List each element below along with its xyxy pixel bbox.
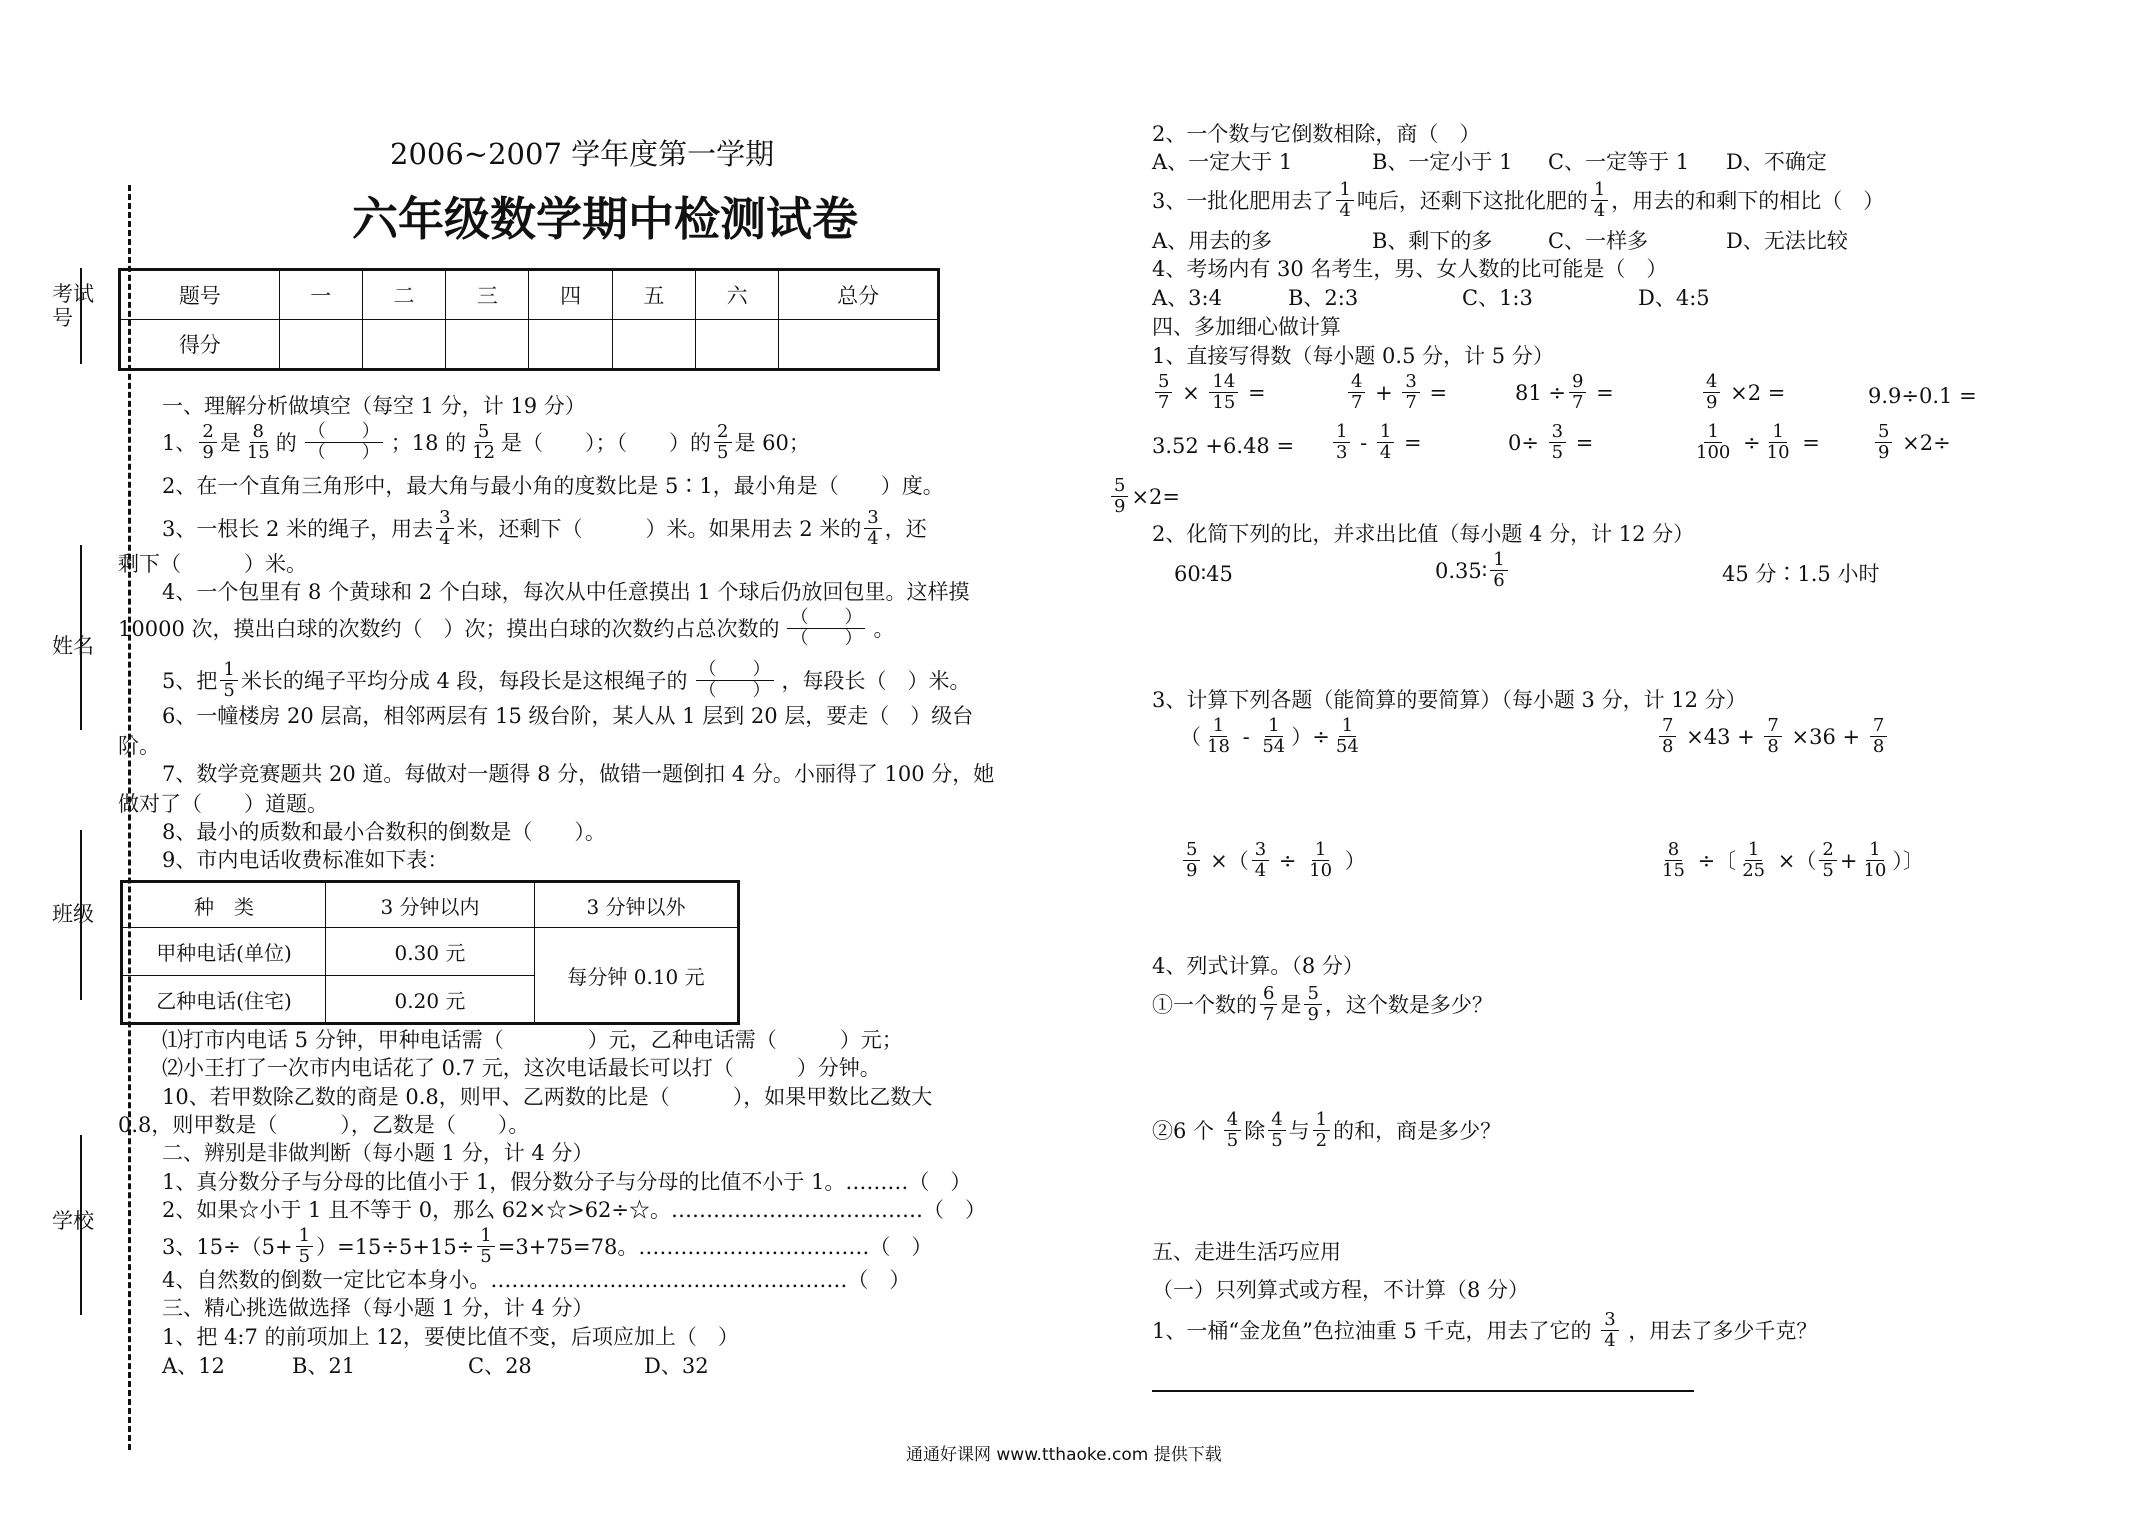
s3-q1: 1、把 4:7 的前项加上 12，要使比值不变，后项应加上（ ） [162, 1325, 739, 1349]
calc-item: 0÷ $\frac{3}{5}$ = [1508, 421, 1594, 463]
name-label: 姓名 [52, 634, 94, 658]
fee-value: 0.30 元 [326, 928, 535, 976]
s3-q2-option: A、一定大于 1 [1152, 150, 1293, 174]
s2-q1: 1、真分数分子与分母的比值小于 1，假分数分子与分母的比值不小于 1。………（ ） [162, 1170, 972, 1194]
section4-title: 四、多加细心做计算 [1152, 315, 1341, 339]
s3-q3-option: B、剩下的多 [1372, 229, 1493, 253]
s3-q3-option: C、一样多 [1548, 229, 1649, 253]
fee-row-label: 甲种电话(单位) [122, 928, 326, 976]
calc-item-cont: $\frac{5}{9}$ ×2= [1108, 476, 1180, 517]
score-cell[interactable] [279, 320, 362, 370]
s1-q3: 3、一根长 2 米的绳子，用去 $\frac{3}{4}$ 米，还剩下（ ）米。如果用去 2 米的 $\frac{3}{4}$ ，还 [162, 507, 927, 549]
s3-q4-option: C、1:3 [1462, 286, 1533, 310]
footer-credit: 通通好课网 www.tthaoke.com 提供下载 [906, 1445, 1222, 1465]
section5-subtitle: （一）只列算式或方程，不计算（8 分） [1152, 1278, 1530, 1302]
score-row-label: 得分 [120, 320, 280, 370]
ratio-item: 45 分∶1.5 小时 [1722, 562, 1880, 586]
score-header: 题号 [120, 270, 280, 320]
s3-q1-option: D、32 [644, 1354, 709, 1378]
s1-q3-cont: 剩下（ ）米。 [118, 552, 307, 576]
score-cell[interactable] [446, 320, 529, 370]
s1-q2: 2、在一个直角三角形中，最大角与最小角的度数比是 5∶1，最小角是（ ）度。 [162, 474, 944, 498]
s2-q3: 3、15÷（5+ $\frac{1}{5}$ ）=15÷5+15÷ $\frac{1}{5}$ =3+75=78。……………………………（ ） [162, 1225, 933, 1267]
calc-item: 9.9÷0.1 = [1868, 384, 1977, 408]
fee-table [120, 880, 740, 1025]
calc-item: $\frac{5}{9}$ ×2÷ [1872, 422, 1951, 463]
s1-q9-a: ⑴打市内电话 5 分钟，甲种电话需（ ）元，乙种电话需（ ）元； [162, 1028, 903, 1052]
section3-title: 三、精心挑选做选择（每小题 1 分，计 4 分） [162, 1296, 594, 1320]
calc-item: $\frac{4}{9}$ ×2 = [1700, 372, 1785, 413]
s3-q2-option: C、一定等于 1 [1548, 150, 1690, 174]
score-header: 一 [279, 270, 362, 320]
word-calc-2: ②6 个 $\frac{4}{5}$ 除 $\frac{4}{5}$ 与 $\frac{1}{2}$ 的和，商是多少？ [1152, 1109, 1502, 1151]
s3-q3-option: D、无法比较 [1726, 229, 1848, 253]
school-label: 学校 [52, 1209, 94, 1233]
section5-title: 五、走进生活巧应用 [1152, 1240, 1341, 1264]
fee-row-label: 乙种电话(住宅) [122, 976, 326, 1024]
s3-q4: 4、考场内有 30 名考生，男、女人数的比可能是（ ） [1152, 257, 1668, 281]
s1-q4: 4、一个包里有 8 个黄球和 2 个白球，每次从中任意摸出 1 个球后仍放回包里。这样摸 [162, 580, 970, 604]
s1-q7: 7、数学竞赛题共 20 道。每做对一题得 8 分，做错一题倒扣 4 分。小丽得了 100 分，她 [162, 762, 995, 786]
s4-part3-title: 3、计算下列各题（能简算的要简算）（每小题 3 分，计 12 分） [1152, 688, 1747, 712]
score-header: 二 [362, 270, 445, 320]
s4-part4-title: 4、列式计算。（8 分） [1152, 954, 1364, 978]
s1-q10-cont: 0.8，则甲数是（ ），乙数是（ ）。 [118, 1113, 530, 1137]
s3-q1-option: C、28 [468, 1354, 532, 1378]
s1-q7-cont: 做对了（ ）道题。 [118, 792, 328, 816]
answer-line[interactable] [1152, 1390, 1694, 1392]
s3-q2-option: D、不确定 [1726, 150, 1827, 174]
s1-q6-cont: 阶。 [118, 734, 160, 758]
compute-item: $\frac{5}{9}$ ×（ $\frac{3}{4}$ ÷ $\frac{1}{10}$ ） [1180, 840, 1366, 881]
s4-part2-title: 2、化简下列的比，并求出比值（每小题 4 分，计 12 分） [1152, 522, 1695, 546]
score-cell[interactable] [779, 320, 939, 370]
calc-item: $\frac{5}{7}$ × $\frac{14}{15}$ = [1152, 372, 1266, 413]
compute-item: $\frac{8}{15}$ ÷〔 $\frac{1}{25}$ ×（ $\frac{2}{5}$ + $\frac{1}{10}$ ）〕 [1662, 839, 1924, 881]
score-cell[interactable] [362, 320, 445, 370]
score-header: 总分 [779, 270, 939, 320]
score-cell[interactable] [696, 320, 779, 370]
s2-q4: 4、自然数的倒数一定比它本身小。……………………………………………（ ） [162, 1268, 911, 1292]
ratio-item: 0.35∶ $\frac{1}{6}$ [1435, 550, 1511, 591]
score-cell[interactable] [529, 320, 612, 370]
ratio-item: 60∶45 [1174, 562, 1233, 586]
section1-title: 一、理解分析做填空（每空 1 分，计 19 分） [162, 394, 586, 418]
fee-header: 3 分钟以内 [326, 882, 535, 928]
page-title: 六年级数学期中检测试卷 [352, 192, 858, 246]
s3-q2-option: B、一定小于 1 [1372, 150, 1513, 174]
s3-q1-option: A、12 [162, 1354, 225, 1378]
s3-q3: 3、一批化肥用去了 $\frac{1}{4}$ 吨后，还剩下这批化肥的 $\frac{1}{4}$ ，用去的和剩下的相比（ ） [1152, 179, 1885, 221]
s3-q4-option: B、2:3 [1288, 286, 1359, 310]
s1-q8: 8、最小的质数和最小合数积的倒数是（ ）。 [162, 820, 606, 844]
compute-item: （ $\frac{1}{18}$ - $\frac{1}{54}$ ）÷ $\frac{1}{54}$ [1180, 715, 1359, 757]
s3-q4-option: A、3:4 [1152, 286, 1222, 310]
compute-item: $\frac{7}{8}$ ×43 + $\frac{7}{8}$ ×36 + $\frac{7}{8}$ [1656, 716, 1890, 757]
calc-item: 3.52 +6.48 = [1152, 434, 1295, 458]
calc-item: $\frac{1}{100}$ ÷ $\frac{1}{10}$ = [1696, 421, 1820, 463]
fee-value: 0.20 元 [326, 976, 535, 1024]
score-header: 三 [446, 270, 529, 320]
s1-q9: 9、市内电话收费标准如下表： [162, 848, 449, 872]
exam-number-label: 考试号 [52, 282, 94, 330]
year-title: 2006~2007 学年度第一学期 [390, 137, 775, 171]
s3-q2: 2、一个数与它倒数相除，商（ ） [1152, 122, 1481, 146]
s1-q1: 1、 $\frac{2}{9}$ 是 $\frac{8}{15}$ 的 $\frac{( )}{( )}$ ；18 的 $\frac{5}{12}$ 是（ ）；（ ）的 $\frac{2}{5}$ 是 60； [162, 421, 810, 463]
calc-item: $\frac{4}{7}$ + $\frac{3}{7}$ = [1345, 372, 1447, 413]
fee-extra: 每分钟 0.10 元 [535, 928, 739, 1024]
section2-title: 二、辨别是非做判断（每小题 1 分，计 4 分） [162, 1141, 594, 1165]
score-cell[interactable] [612, 320, 695, 370]
calc-item: 81 ÷ $\frac{9}{7}$ = [1515, 371, 1614, 413]
s1-q6: 6、一幢楼房 20 层高，相邻两层有 15 级台阶，某人从 1 层到 20 层，要走（ ）级台 [162, 704, 974, 728]
s3-q3-option: A、用去的多 [1152, 229, 1273, 253]
score-header: 六 [696, 270, 779, 320]
calc-item: $\frac{1}{3}$ - $\frac{1}{4}$ = [1330, 422, 1422, 463]
s1-q9-b: ⑵小王打了一次市内电话花了 0.7 元，这次电话最长可以打（ ）分钟。 [162, 1056, 881, 1080]
word-calc-1: ①一个数的 $\frac{6}{7}$ 是 $\frac{5}{9}$ ，这个数是多少？ [1152, 983, 1493, 1025]
s3-q4-option: D、4:5 [1638, 286, 1710, 310]
class-label: 班级 [52, 902, 94, 926]
s4-part1-title: 1、直接写得数（每小题 0.5 分，计 5 分） [1152, 344, 1554, 368]
s5-q1: 1、一桶“金龙鱼”色拉油重 5 千克，用去了它的 $\frac{3}{4}$ ，用去了多少千克？ [1152, 1309, 1818, 1351]
s1-q10: 10、若甲数除乙数的商是 0.8，则甲、乙两数的比是（ ），如果甲数比乙数大 [162, 1085, 933, 1109]
fee-header: 3 分钟以外 [535, 882, 739, 928]
fee-header: 种 类 [122, 882, 326, 928]
s3-q1-option: B、21 [292, 1354, 356, 1378]
s1-q4-cont: 10000 次，摸出白球的次数约（ ）次；摸出白球的次数约占总次数的 $\frac{( )}{( )}$ 。 [118, 607, 895, 649]
score-header: 四 [529, 270, 612, 320]
s2-q2: 2、如果☆小于 1 且不等于 0，那么 62×☆>62÷☆。………………………………（ ） [162, 1198, 987, 1222]
s1-q5: 5、把 $\frac{1}{5}$ 米长的绳子平均分成 4 段，每段长是这根绳子的 $\frac{( )}{( )}$ ，每段长（ ）米。 [162, 659, 971, 701]
score-header: 五 [612, 270, 695, 320]
score-table [118, 268, 940, 371]
